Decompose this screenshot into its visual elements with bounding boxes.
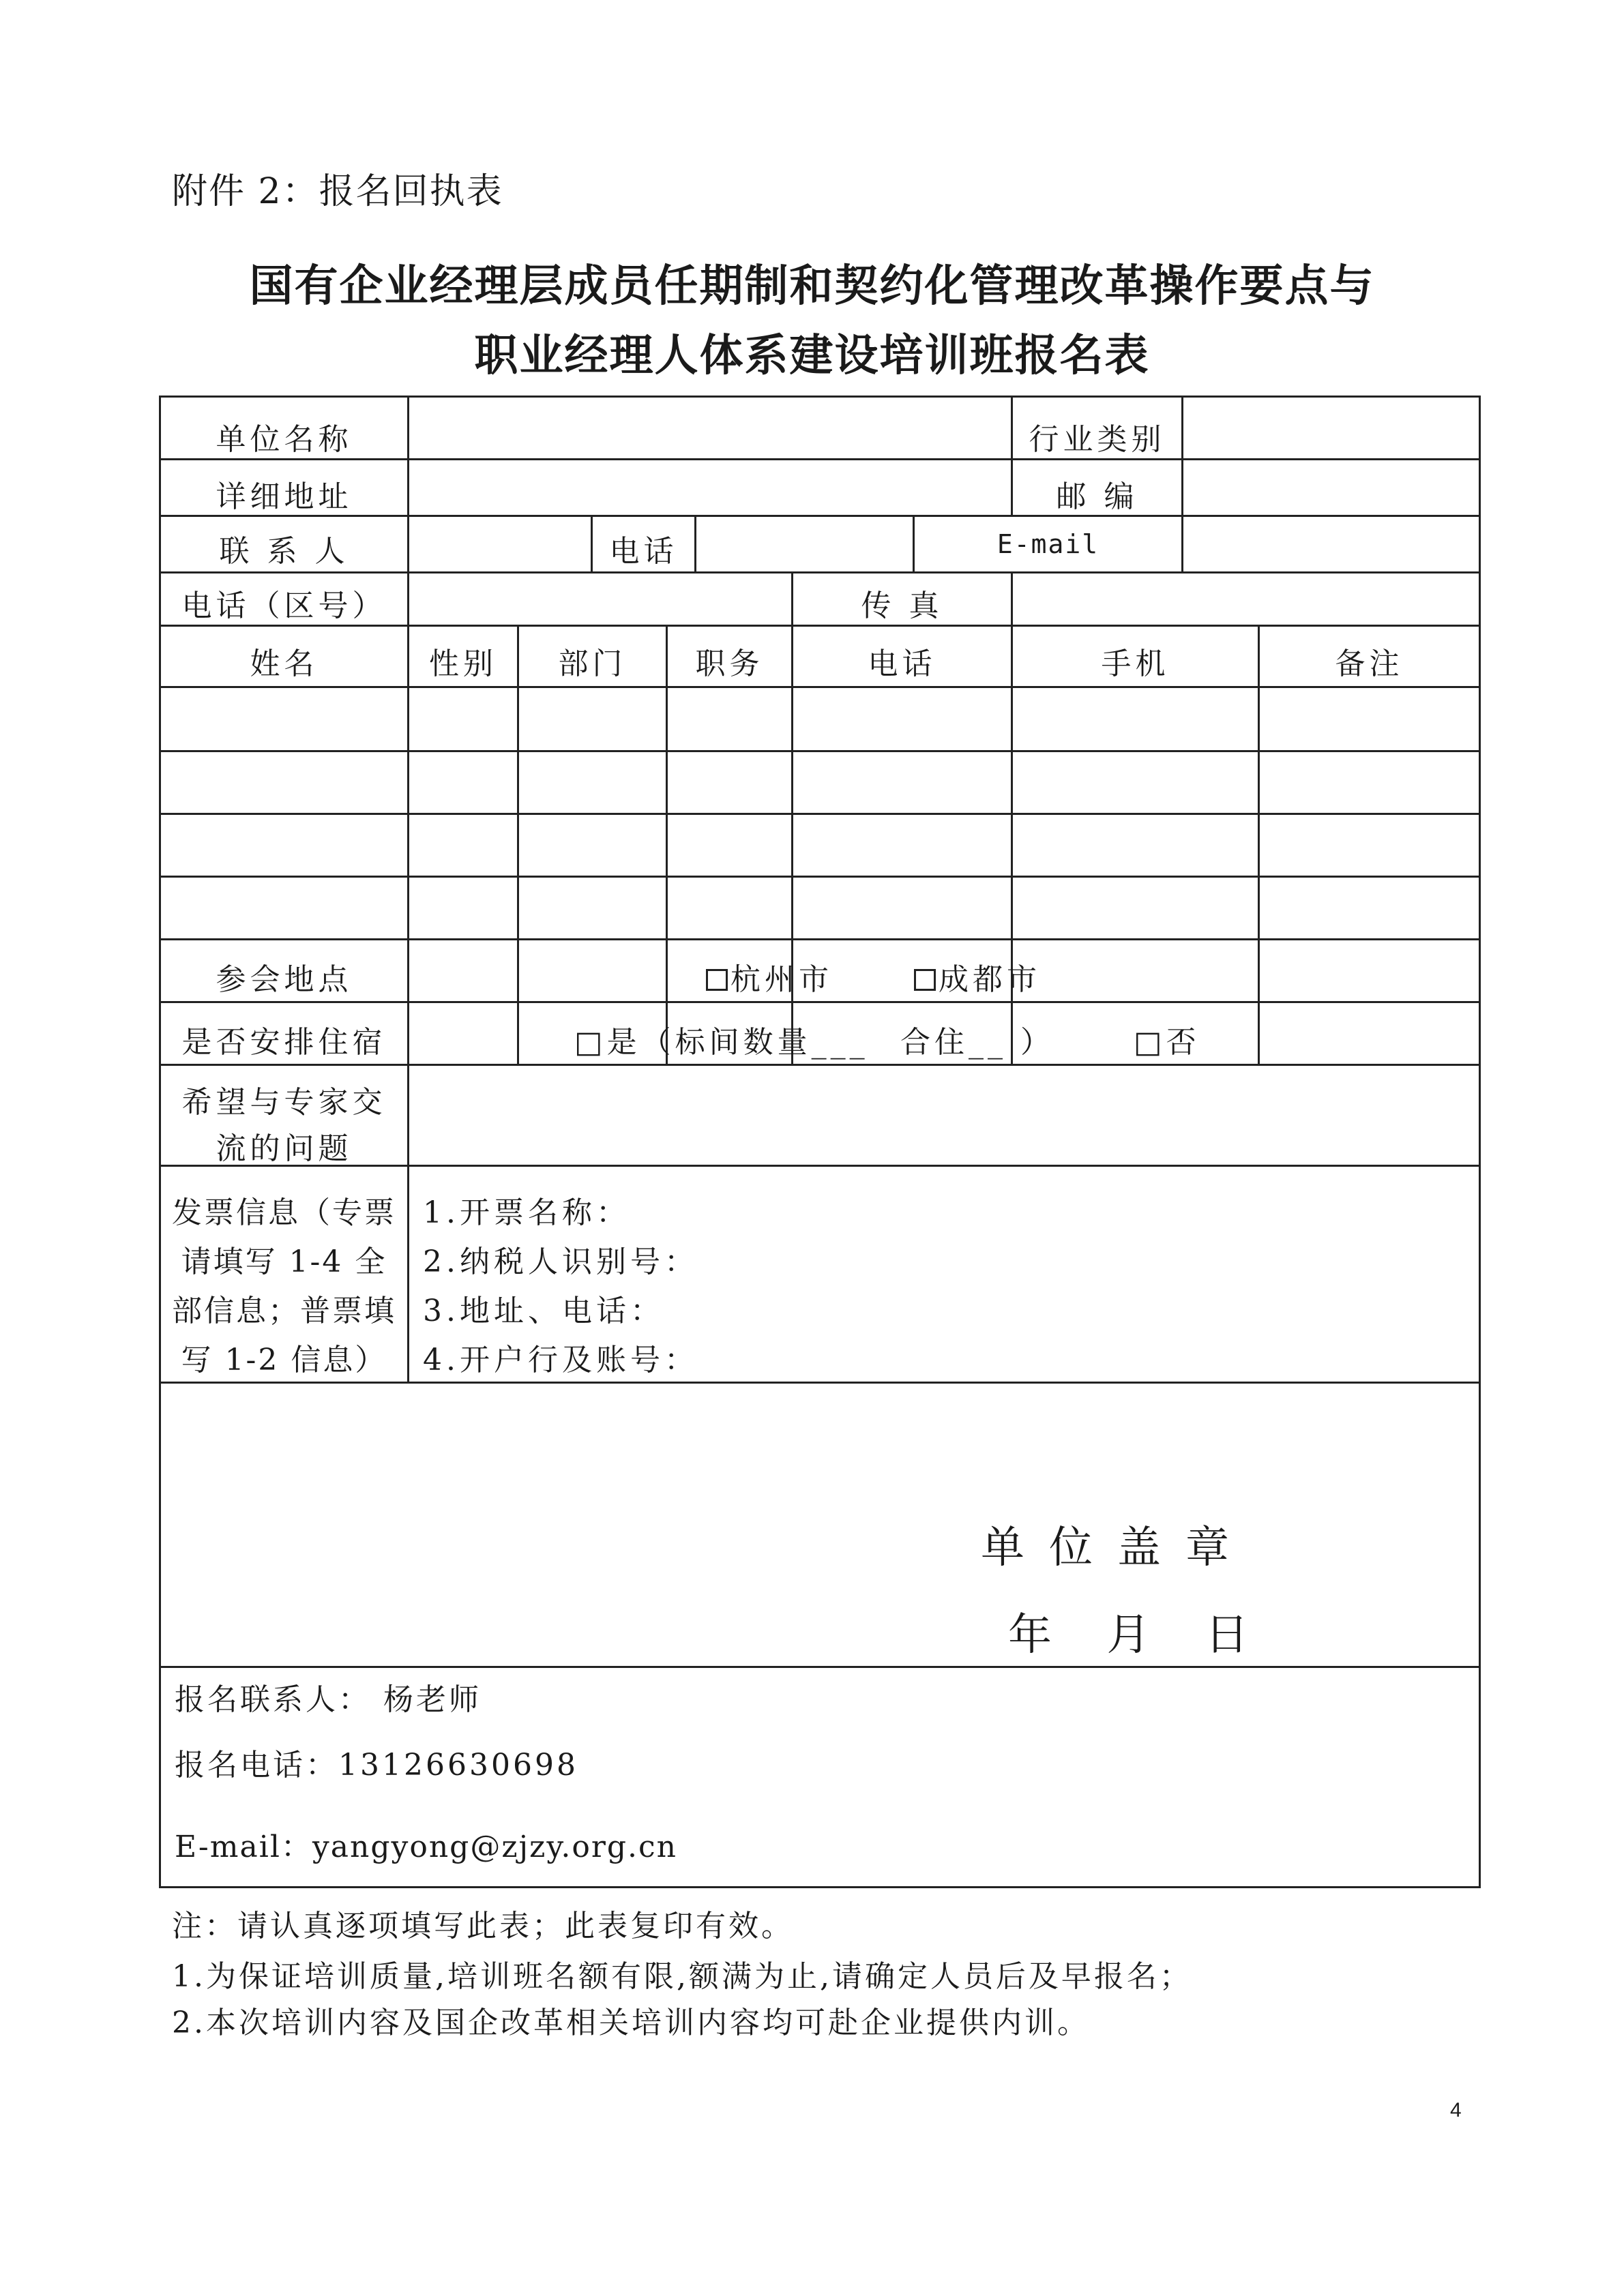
row-line <box>159 1001 1481 1003</box>
col-header-remarks: 备注 <box>1335 646 1404 681</box>
label-industry: 行业类别 <box>1029 422 1166 457</box>
registration-contact: 报名联系人： 杨老师 <box>175 1682 482 1717</box>
col-line <box>517 625 519 1064</box>
date-label: 年 月 日 <box>1008 1610 1269 1660</box>
label-address: 详细地址 <box>216 479 353 514</box>
row-line <box>159 876 1481 878</box>
row-line <box>159 938 1481 940</box>
row-line <box>159 813 1481 815</box>
label-questions-1: 希望与专家交 <box>181 1085 387 1120</box>
unit-stamp-label: 单位盖章 <box>981 1523 1254 1573</box>
col-line <box>666 625 668 1064</box>
lodging-no-option[interactable]: □否 <box>1134 1025 1200 1060</box>
label-questions-2: 流的问题 <box>216 1131 353 1166</box>
venue-hangzhou-text: 杭州市 <box>730 962 833 997</box>
note-item-2: 2.本次培训内容及国企改革相关培训内容均可赴企业提供内训。 <box>172 2006 1090 2040</box>
label-phone: 电话 <box>609 534 678 569</box>
label-email: E-mail <box>996 529 1099 559</box>
form-title-line1: 国有企业经理层成员任期制和契约化管理改革操作要点与 <box>249 261 1375 312</box>
label-unit-name: 单位名称 <box>216 422 353 457</box>
col-line <box>407 396 409 1384</box>
row-line <box>159 1064 1481 1066</box>
label-invoice-1: 发票信息（专票 <box>172 1195 396 1230</box>
venue-option-hangzhou[interactable] <box>706 955 833 998</box>
label-invoice-2: 请填写 1-4 全 <box>181 1244 387 1279</box>
col-line <box>694 515 696 571</box>
page-number: 4 <box>1450 2099 1462 2121</box>
form-title-line2: 职业经理人体系建设培训班报名表 <box>474 331 1150 381</box>
lodging-shared-option[interactable]: 合住__ ） <box>900 1025 1054 1060</box>
label-postcode: 邮 编 <box>1056 479 1138 514</box>
col-line <box>1011 571 1013 625</box>
checkbox-hangzhou[interactable] <box>706 969 728 991</box>
row-line <box>159 571 1481 573</box>
col-header-mobile: 手机 <box>1101 646 1170 681</box>
row-line <box>159 1382 1481 1384</box>
label-contact: 联 系 人 <box>219 534 349 569</box>
col-header-position: 职务 <box>695 646 764 681</box>
col-header-name: 姓名 <box>250 646 319 681</box>
registration-email: E-mail：yangyong@zjzy.org.cn <box>175 1830 678 1864</box>
row-line <box>159 458 1481 460</box>
lodging-yes-option[interactable]: □是（标间数量___ <box>574 1025 869 1060</box>
col-header-phone: 电话 <box>868 646 936 681</box>
table-border-right <box>1479 396 1481 1888</box>
row-line <box>159 750 1481 752</box>
venue-option-chengdu[interactable] <box>914 955 1041 998</box>
col-line <box>1258 625 1260 1064</box>
attachment-label: 附件 2：报名回执表 <box>172 171 503 212</box>
venue-chengdu-text: 成都市 <box>939 962 1041 997</box>
col-header-gender: 性别 <box>429 646 497 681</box>
col-line <box>1181 396 1183 515</box>
label-invoice-4: 写 1-2 信息） <box>181 1343 387 1377</box>
label-venue: 参会地点 <box>216 962 353 997</box>
label-invoice-3: 部信息；普票填 <box>172 1294 396 1328</box>
registration-phone: 报名电话：13126630698 <box>175 1748 578 1783</box>
label-phone-area: 电话（区号） <box>181 588 387 623</box>
note-heading: 注：请认真逐项填写此表；此表复印有效。 <box>172 1909 794 1943</box>
table-border-top <box>159 396 1481 398</box>
invoice-item-2: 2.纳税人识别号： <box>423 1244 698 1279</box>
row-line <box>159 686 1481 688</box>
note-item-1: 1.为保证培训质量,培训班名额有限,额满为止,请确定人员后及早报名； <box>172 1959 1192 1994</box>
label-lodging: 是否安排住宿 <box>181 1025 387 1060</box>
row-line <box>159 1666 1481 1668</box>
col-header-department: 部门 <box>558 646 627 681</box>
table-border-bottom <box>159 1886 1481 1888</box>
invoice-item-3: 3.地址、电话： <box>423 1294 664 1328</box>
label-fax: 传 真 <box>861 588 943 623</box>
checkbox-chengdu[interactable] <box>914 969 936 991</box>
col-line <box>1181 515 1183 571</box>
invoice-item-1: 1.开票名称： <box>423 1195 630 1230</box>
invoice-item-4: 4.开户行及账号： <box>423 1343 698 1377</box>
row-line <box>159 625 1481 627</box>
